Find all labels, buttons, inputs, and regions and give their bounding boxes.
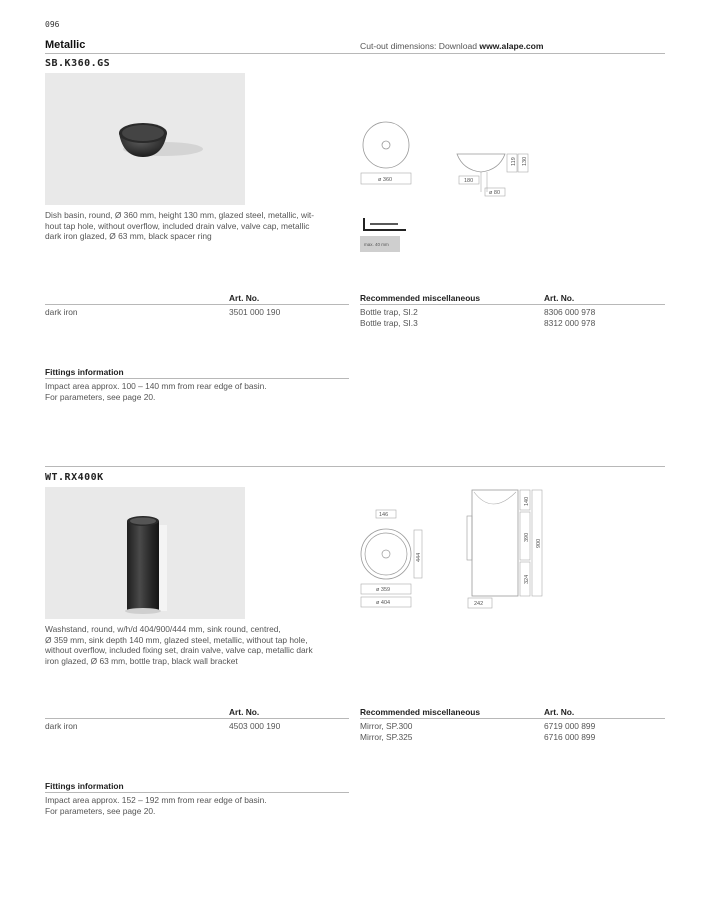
table-rule <box>45 304 349 305</box>
category-title: Metallic <box>45 39 86 51</box>
dim-height-2: 130 <box>522 156 528 166</box>
dim-width-side: 242 <box>474 601 484 607</box>
description-line: Dish basin, round, Ø 360 mm, height 130 mm, glazed steel, metallic, wit- <box>45 210 315 220</box>
dim-height-bottom: 324 <box>524 574 530 584</box>
dim-sink-diameter: ø 359 <box>376 587 391 593</box>
header-rule <box>45 53 665 54</box>
dim-height-total: 900 <box>536 538 542 548</box>
product-photo-basin <box>45 73 245 205</box>
dim-height-mid: 390 <box>524 532 530 542</box>
art-no-header: Art. No. <box>229 707 260 717</box>
dim-height-top: 140 <box>524 496 530 506</box>
dim-width: 180 <box>464 178 474 184</box>
description-line: hout tap hole, without overflow, included drain valve, valve cap, metallic <box>45 220 310 231</box>
fittings-line: Impact area approx. 152 – 192 mm from rear edge of basin. <box>45 795 267 805</box>
misc-header: Recommended miscellaneous <box>360 293 481 303</box>
description-line: without overflow, included fixing set, drain valve, valve cap, metallic dark <box>45 645 313 656</box>
technical-drawing-side-view <box>455 148 535 200</box>
fittings-line: For parameters, see page 20. <box>45 805 156 816</box>
variant-finish: dark iron <box>45 721 78 731</box>
fittings-rule <box>45 792 349 793</box>
misc-item-art-no: 6716 000 899 <box>544 732 596 742</box>
section-rule <box>45 466 665 467</box>
product-code: SB.K360.GS <box>45 58 111 69</box>
dim-clearance: max. 40 mm <box>364 242 389 247</box>
dim-height-1: 119 <box>511 157 517 166</box>
description-line: dark iron glazed, Ø 63 mm, black spacer ring <box>45 231 212 242</box>
table-rule <box>360 304 665 305</box>
misc-art-no-header: Art. No. <box>544 707 575 717</box>
variant-art-no: 4503 000 190 <box>229 721 281 731</box>
fittings-title: Fittings information <box>45 367 124 377</box>
misc-header: Recommended miscellaneous <box>360 707 481 717</box>
technical-drawing-clearance <box>360 216 410 254</box>
description-line: iron glazed, Ø 63 mm, bottle trap, black wall bracket <box>45 655 238 666</box>
misc-item-name: Mirror, SP.325 <box>360 732 413 742</box>
download-note <box>360 41 544 51</box>
download-label: Cut-out dimensions: Download <box>360 41 478 51</box>
misc-item-art-no: 8312 000 978 <box>544 318 596 328</box>
fittings-line: For parameters, see page 20. <box>45 391 156 402</box>
technical-drawing-top-view <box>358 508 428 613</box>
technical-drawing-top-view <box>358 115 418 190</box>
fittings-title: Fittings information <box>45 781 124 791</box>
table-rule <box>45 718 349 719</box>
description-line: Washstand, round, w/h/d 404/900/444 mm, sink round, centred, <box>45 624 281 634</box>
fittings-line: Impact area approx. 100 – 140 mm from rear edge of basin. <box>45 381 267 391</box>
misc-item-name: Bottle trap, SI.3 <box>360 318 418 328</box>
page-number: 096 <box>45 20 60 29</box>
dim-depth: 444 <box>416 552 422 562</box>
description-line: Ø 359 mm, sink depth 140 mm, glazed steel, metallic, without tap hole, <box>45 634 308 645</box>
misc-item-name: Bottle trap, SI.2 <box>360 307 418 317</box>
fittings-text <box>45 795 267 816</box>
download-link[interactable]: www.alape.com <box>479 41 544 51</box>
misc-item-art-no: 8306 000 978 <box>544 307 596 317</box>
dim-drain: ø 80 <box>489 190 501 196</box>
fittings-rule <box>45 378 349 379</box>
dish-basin-image <box>45 73 245 205</box>
table-rule <box>360 718 665 719</box>
misc-item-art-no: 6719 000 899 <box>544 721 596 731</box>
variant-art-no: 3501 000 190 <box>229 307 281 317</box>
product-description <box>45 624 355 666</box>
product-code: WT.RX400K <box>45 472 104 483</box>
technical-drawing-side-view <box>462 488 552 610</box>
product-description <box>45 210 355 242</box>
dim-top-diameter: ø 360 <box>378 177 393 183</box>
misc-item-name: Mirror, SP.300 <box>360 721 413 731</box>
fittings-text <box>45 381 267 402</box>
product-photo-washstand <box>45 487 245 619</box>
dim-outer-diameter: ø 404 <box>376 600 391 606</box>
art-no-header: Art. No. <box>229 293 260 303</box>
misc-art-no-header: Art. No. <box>544 293 575 303</box>
variant-finish: dark iron <box>45 307 78 317</box>
dim-width-top: 146 <box>379 512 389 518</box>
washstand-image <box>45 487 245 619</box>
